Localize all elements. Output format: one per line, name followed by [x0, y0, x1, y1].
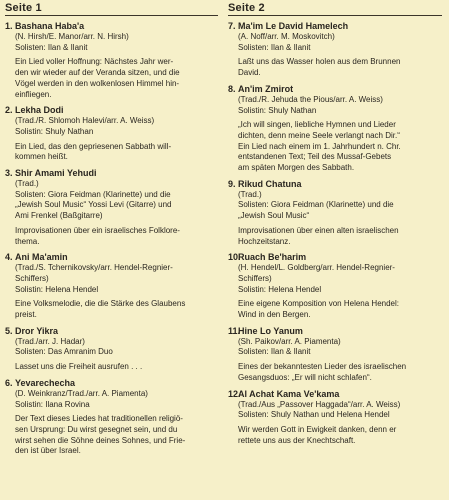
track-body: [5, 263, 218, 321]
track-body: [228, 190, 442, 248]
track-body: [228, 400, 442, 447]
track-description-line: Eine Volksmelodie, die die Stärke des Glaubens: [15, 299, 186, 309]
track-entry: [5, 105, 218, 163]
track-title: Ani Ma'amin: [15, 252, 68, 263]
track-credit-line: Solisten: Ilan & Ilanit: [15, 42, 88, 52]
track-entry: [228, 326, 442, 384]
track-number: 4.: [5, 252, 13, 263]
track-description-line: Ein Lied nach einem im 1. Jahrhundert n. Chr.: [238, 141, 401, 151]
track-header: [5, 105, 218, 116]
track-description-line: Eine eigene Komposition von Helena Hendel:: [238, 299, 399, 309]
track-credit-line: (Trad./arr. J. Hadar): [15, 336, 85, 346]
track-title: Yevarechecha: [15, 377, 76, 388]
track-description: [15, 299, 218, 320]
track-number: 1.: [5, 21, 13, 31]
track-description: [238, 226, 442, 247]
track-number: 10.: [228, 252, 241, 263]
track-title: Ma'im Le David Hamelech: [238, 21, 349, 31]
track-credit-line: Schiffers): [238, 273, 272, 283]
track-body: [228, 263, 442, 321]
track-header: [228, 179, 442, 190]
track-description-line: entstandenen Text; Teil des Mussaf-Gebets: [238, 152, 392, 162]
side-1-tracklist: [5, 21, 218, 457]
track-number: 5.: [5, 325, 13, 336]
track-description-line: Improvisationen über einen alten israelischen: [238, 225, 399, 235]
track-number: 9.: [228, 178, 236, 189]
track-credit-line: Solisten: Shuly Nathan und Helena Hendel: [238, 410, 390, 420]
track-description: [15, 142, 218, 163]
track-number: 6.: [5, 377, 13, 388]
track-title: Ruach Be'harim: [238, 252, 307, 263]
track-credit-line: „Jewish Soul Music“: [238, 211, 310, 221]
track-description: [15, 414, 218, 457]
track-credit-line: (D. Weinkranz/Trad./arr. A. Piamenta): [15, 388, 148, 398]
track-credit-line: „Jewish Soul Music“ Yossi Levi (Gitarre) und: [15, 200, 172, 210]
track-title: Al Achat Kama Ve'kama: [238, 388, 340, 399]
track-description: [238, 57, 442, 78]
track-description-line: einfliegen.: [15, 89, 52, 99]
track-number: 2.: [5, 105, 13, 116]
track-description-line: Laßt uns das Wasser holen aus dem Brunnen: [238, 57, 401, 67]
track-description-line: Lasset uns die Freiheit ausrufen . . .: [15, 362, 143, 372]
track-title: Shir Amami Yehudi: [15, 168, 97, 179]
track-entry: [5, 252, 218, 321]
track-description-line: preist.: [15, 310, 37, 320]
track-entry: [228, 84, 442, 174]
track-body: [228, 32, 442, 79]
track-description-line: thema.: [15, 236, 40, 246]
track-credit-line: Solistin: Shuly Nathan: [15, 126, 94, 136]
track-description-line: „Ich will singen, liebliche Hymnen und Lieder: [238, 120, 396, 130]
track-number: 11.: [228, 325, 241, 336]
track-description-line: David.: [238, 68, 261, 78]
track-credit-line: (Trad./Aus „Passover Haggada“/arr. A. Weiss): [238, 399, 401, 409]
track-description-line: Hochzeitstanz.: [238, 236, 291, 246]
track-description-line: den ist über Israel.: [15, 446, 81, 456]
track-description: [15, 362, 218, 373]
track-description: [238, 299, 442, 320]
track-header: [5, 252, 218, 263]
track-title: Bashana Haba'a: [15, 21, 85, 31]
track-header: [5, 378, 218, 389]
track-title: An'im Zmirot: [238, 83, 294, 94]
track-credit-line: Solisten: Ilan & Ilanit: [238, 42, 311, 52]
track-body: [5, 32, 218, 100]
track-entry: [5, 168, 218, 247]
track-credit-line: Solisten: Ilan & Ilanit: [238, 347, 311, 357]
track-entry: [228, 179, 442, 248]
track-description-line: wirst sehen die Söhne deines Sohnes, und Frie-: [15, 435, 186, 445]
track-body: [5, 389, 218, 457]
side-2-divider: [228, 15, 442, 16]
track-description-line: Wind in den Bergen.: [238, 310, 311, 320]
track-body: [228, 95, 442, 174]
track-body: [5, 116, 218, 163]
side-2-column: [228, 0, 442, 446]
track-description-line: dichten, denn meine Seele verlangt nach Dir.“: [238, 130, 400, 140]
track-credit-line: (Trad./S. Tchernikovsky/arr. Hendel-Regnier-: [15, 263, 173, 273]
track-entry: [228, 252, 442, 321]
track-number: 3.: [5, 168, 13, 179]
track-entry: [5, 378, 218, 457]
track-description-line: rettete uns aus der Knechtschaft.: [238, 435, 356, 445]
track-number: 8.: [228, 83, 236, 94]
track-header: [5, 326, 218, 337]
track-entry: [228, 389, 442, 447]
track-title: Dror Yikra: [15, 325, 59, 336]
track-title: Rikud Chatuna: [238, 178, 302, 189]
side-2-tracklist: [228, 21, 442, 446]
track-description-line: Der Text dieses Liedes hat traditionellen religiö-: [15, 414, 183, 424]
track-header: [5, 168, 218, 179]
track-header: [228, 21, 442, 32]
track-credit-line: Solistin: Ilana Rovina: [15, 399, 90, 409]
track-credit-line: (Trad./R. Jehuda the Pious/arr. A. Weiss): [238, 94, 383, 104]
side-1-title: Seite 1: [5, 2, 42, 14]
track-description: [15, 57, 218, 100]
track-header: [228, 84, 442, 95]
track-entry: [228, 21, 442, 79]
track-description-line: Eines der bekanntesten Lieder des israelischen: [238, 362, 407, 372]
track-body: [5, 337, 218, 373]
track-credit-line: Schiffers): [15, 273, 49, 283]
track-credit-line: Solisten: Das Amranim Duo: [15, 347, 113, 357]
track-description-line: am späten Morgen des Sabbath.: [238, 163, 355, 173]
track-description: [238, 120, 442, 174]
track-credit-line: Ami Frenkel (Baßgitarre): [15, 211, 103, 221]
track-description: [238, 425, 442, 446]
track-description-line: Ein Lied, das den gepriesenen Sabbath will-: [15, 141, 172, 151]
track-credit-line: Solistin: Shuly Nathan: [238, 105, 317, 115]
track-credit-line: (H. Hendel/L. Goldberg/arr. Hendel-Regnier-: [238, 263, 395, 273]
track-title: Lekha Dodi: [15, 105, 64, 116]
track-credit-line: Solistin: Helena Hendel: [15, 284, 99, 294]
track-description-line: sen Ursprung: Du wirst gesegnet sein, und du: [15, 424, 178, 434]
side-1-divider: [5, 15, 218, 16]
track-credit-line: Solisten: Giora Feidman (Klarinette) und die: [238, 200, 394, 210]
track-description-line: Gesangsduos: „Er will nicht schlafen“.: [238, 372, 372, 382]
track-credit-line: (A. Noff/arr. M. Moskovitch): [238, 32, 335, 41]
track-number: 12.: [228, 388, 241, 399]
track-header: [228, 252, 442, 263]
side-1-column: [5, 0, 218, 457]
track-credit-line: (Trad.): [238, 189, 262, 199]
track-credit-line: Solistin: Helena Hendel: [238, 284, 322, 294]
track-credit-line: (N. Hirsh/E. Manor/arr. N. Hirsh): [15, 32, 129, 41]
track-number: 7.: [228, 21, 236, 31]
track-entry: [5, 326, 218, 373]
track-description-line: Vögel werden in den wolkenlosen Himmel hin-: [15, 78, 180, 88]
track-credit-line: (Trad./R. Shlomoh Halevi/arr. A. Weiss): [15, 116, 155, 126]
side-2-title: Seite 2: [228, 2, 265, 14]
track-description-line: Ein Lied voller Hoffnung: Nächstes Jahr wer-: [15, 57, 174, 67]
track-description: [238, 362, 442, 383]
track-header: [228, 326, 442, 337]
track-description-line: Wir werden Gott in Ewigkeit danken, denn er: [238, 424, 397, 434]
track-description-line: kommen heißt.: [15, 152, 68, 162]
track-header: [5, 21, 218, 32]
track-body: [228, 337, 442, 384]
track-body: [5, 179, 218, 247]
track-description-line: den wir wieder auf der Veranda sitzen, und die: [15, 68, 180, 78]
track-description-line: Improvisationen über ein israelisches Folklore-: [15, 225, 180, 235]
track-credit-line: (Sh. Paikov/arr. A. Piamenta): [238, 336, 341, 346]
track-credit-line: Solisten: Giora Feidman (Klarinette) und die: [15, 189, 171, 199]
track-title: Hine Lo Yanum: [238, 325, 303, 336]
track-header: [228, 389, 442, 400]
track-credit-line: (Trad.): [15, 179, 39, 189]
track-entry: [5, 21, 218, 100]
track-description: [15, 226, 218, 247]
